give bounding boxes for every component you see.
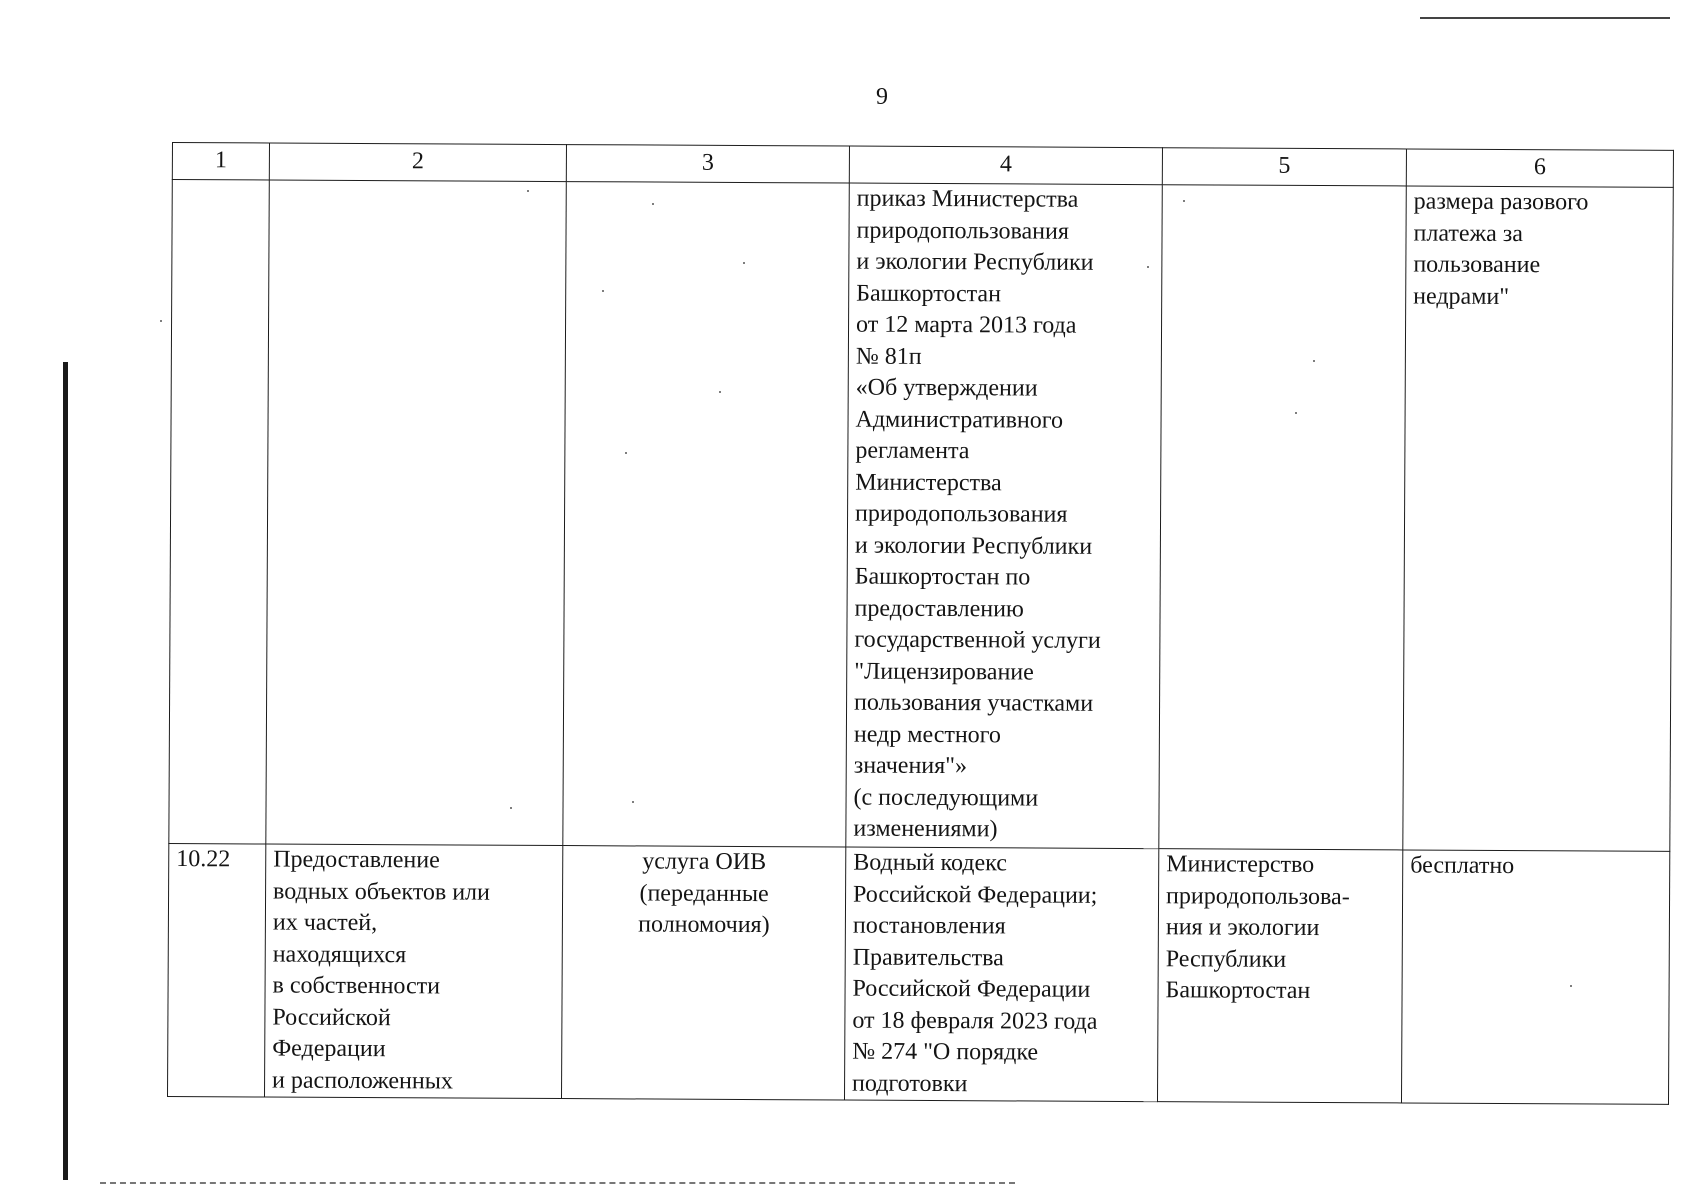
authority-cell <box>1159 185 1406 850</box>
cell-text-line: от 18 февраля 2023 года <box>852 1007 1098 1035</box>
cell-text-line: Республики <box>1165 945 1287 973</box>
cell-text-line: регламента <box>855 437 970 465</box>
scan-speck <box>160 320 162 322</box>
cell-text-line: государственной услуги <box>854 626 1101 654</box>
service-type-cell <box>561 846 845 1100</box>
cell-text-line: значения"» <box>853 752 968 780</box>
scan-edge-bar <box>63 362 68 1180</box>
header-cell: 2 <box>269 143 566 182</box>
bottom-rule <box>100 1182 1015 1185</box>
cell-text-line: предоставлению <box>854 595 1024 622</box>
header-cell: 6 <box>1406 149 1673 187</box>
cell-text-line: природопользования <box>854 500 1068 528</box>
cell-text-line: находящихся <box>272 941 407 968</box>
fee-cell <box>1401 850 1669 1104</box>
cell-text-line: недрами" <box>1413 283 1510 310</box>
cell-text-line: платежа за <box>1413 220 1523 247</box>
cell-text-line: их частей, <box>272 909 378 937</box>
cell-text-line: (с последующими <box>853 784 1039 812</box>
document-table <box>167 142 1674 1105</box>
table-row <box>169 180 1673 852</box>
number-cell <box>169 180 269 844</box>
cell-text-line: «Об утверждении <box>855 374 1038 402</box>
cell-text-line: бесплатно <box>1410 852 1515 880</box>
cell-text-line: Административного <box>855 406 1064 434</box>
cell-text-line: пользования участками <box>854 689 1094 717</box>
cell-text-line: в собственности <box>272 972 441 1000</box>
cell-text-line: Предоставление <box>273 846 440 874</box>
cell-text-line: и экологии Республики <box>854 532 1093 560</box>
cell-text-line: 10.22 <box>176 846 231 873</box>
legal-basis-cell <box>846 183 1162 849</box>
cell-text-line: "Лицензирование <box>854 658 1034 686</box>
cell-text-line: водных объектов или <box>273 878 490 906</box>
cell-text-line: размера разового <box>1413 188 1589 216</box>
cell-text-line: постановления <box>852 912 1006 940</box>
cell-text-line: Федерации <box>272 1035 386 1063</box>
cell-text-line: ния и экологии <box>1165 914 1320 942</box>
header-cell: 5 <box>1162 148 1406 186</box>
cell-text-line: и расположенных <box>272 1067 453 1094</box>
service-name-cell <box>265 844 563 1099</box>
cell-text-line: Водный кодекс <box>853 849 1007 877</box>
cell-text-line: Российской Федерации <box>852 975 1091 1003</box>
cell-text-line: Российской Федерации; <box>853 881 1098 909</box>
header-cell: 4 <box>849 146 1162 185</box>
cell-text-line: Российской <box>272 1004 391 1031</box>
page-number: 9 <box>876 84 888 110</box>
cell-text-line: услуга ОИВ <box>642 848 767 876</box>
cell-text-line: пользование <box>1413 251 1541 279</box>
header-cell: 1 <box>172 143 269 181</box>
authority-cell <box>1157 849 1402 1103</box>
cell-text-line: Башкортостан <box>856 280 1002 307</box>
service-name-cell <box>266 180 566 846</box>
service-type-cell <box>563 182 849 847</box>
cell-text-line: № 274 "О порядке <box>852 1038 1039 1066</box>
cell-text-line: Правительства <box>852 944 1004 971</box>
cell-text-line: полномочия) <box>638 911 770 939</box>
fee-cell <box>1403 186 1673 851</box>
cell-text-line: Министерство <box>1166 851 1315 878</box>
header-cell: 3 <box>566 145 849 183</box>
table-row <box>168 843 1670 1104</box>
cell-text-line: Министерства <box>855 469 1002 496</box>
cell-text-line: Башкортостан <box>1165 977 1311 1004</box>
cell-text-line: приказ Министерства <box>856 185 1079 213</box>
cell-text-line: природопользова- <box>1165 882 1350 910</box>
cell-text-line: недр местного <box>853 721 1002 748</box>
legal-basis-cell <box>844 847 1158 1102</box>
cell-text-line: Башкортостан по <box>854 563 1031 591</box>
number-cell <box>168 843 266 1097</box>
top-rule <box>1420 17 1670 19</box>
cell-text-line: изменениями) <box>853 815 998 843</box>
cell-text-line: № 81п <box>855 343 922 370</box>
cell-text-line: природопользования <box>856 217 1070 245</box>
cell-text-line: и экологии Республики <box>856 248 1094 276</box>
cell-text-line: подготовки <box>852 1070 968 1097</box>
cell-text-line: (переданные <box>639 879 769 907</box>
cell-text-line: от 12 марта 2013 года <box>855 311 1077 339</box>
